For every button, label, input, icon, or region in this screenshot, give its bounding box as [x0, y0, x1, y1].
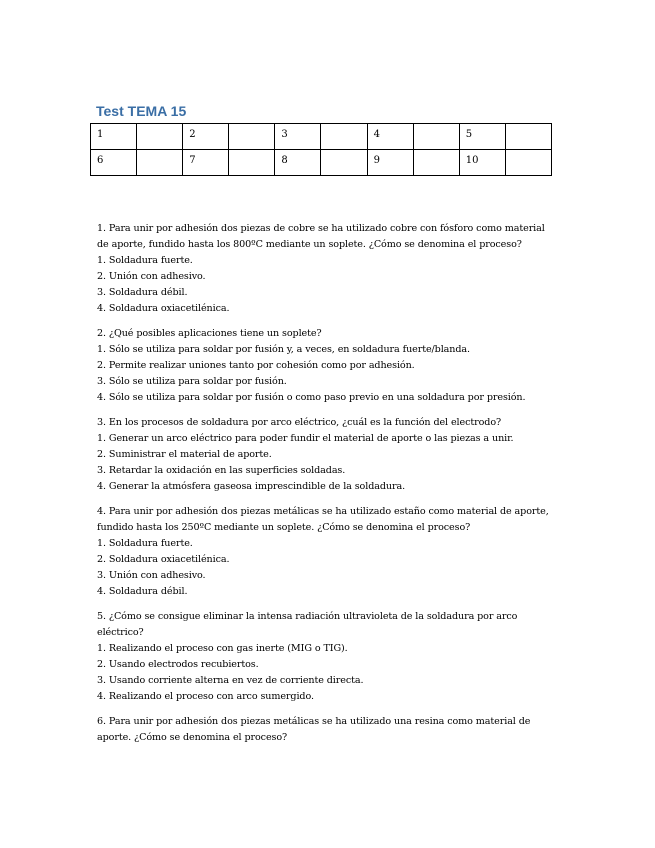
question-6	[97, 714, 557, 746]
question-3	[97, 415, 557, 495]
answer-option: 3. Usando corriente alterna en vez de corriente directa.	[97, 675, 364, 686]
answer-cell[interactable]	[229, 124, 275, 150]
question-number-cell: 10	[459, 150, 505, 176]
answer-option: 1. Soldadura fuerte.	[97, 538, 193, 549]
question-text: 6. Para unir por adhesión dos piezas metálicas se ha utilizado una resina como material de aporte. ¿Cómo se denomina el proceso?	[97, 716, 531, 743]
question-4	[97, 504, 557, 600]
answer-option: 1. Generar un arco eléctrico para poder fundir el material de aporte o las piezas a unir.	[97, 433, 514, 444]
answer-option: 2. Suministrar el material de aporte.	[97, 449, 272, 460]
answer-option: 1. Realizando el proceso con gas inerte (MIG o TIG).	[97, 643, 348, 654]
answer-option: 1. Soldadura fuerte.	[97, 255, 193, 266]
answer-cell[interactable]	[505, 150, 551, 176]
answer-option: 4. Realizando el proceso con arco sumergido.	[97, 691, 314, 702]
answer-option: 4. Soldadura oxiacetilénica.	[97, 303, 230, 314]
answer-grid	[90, 123, 552, 176]
answer-grid-row	[91, 150, 552, 176]
answer-option: 2. Soldadura oxiacetilénica.	[97, 554, 230, 565]
answer-option: 2. Usando electrodos recubiertos.	[97, 659, 259, 670]
answer-option: 1. Sólo se utiliza para soldar por fusión y, a veces, en soldadura fuerte/blanda.	[97, 344, 470, 355]
answer-cell[interactable]	[137, 150, 183, 176]
question-text: 4. Para unir por adhesión dos piezas metálicas se ha utilizado estaño como material de aporte, fundido hasta los 250ºC mediante un soplete. ¿Cómo se denomina el proceso?	[97, 506, 549, 533]
question-number-cell: 3	[275, 124, 321, 150]
answer-option: 4. Generar la atmósfera gaseosa imprescindible de la soldadura.	[97, 481, 406, 492]
answer-grid-row	[91, 124, 552, 150]
answer-cell[interactable]	[413, 150, 459, 176]
question-text: 1. Para unir por adhesión dos piezas de cobre se ha utilizado cobre con fósforo como material de aporte, fundido hasta los 800ºC mediante un soplete. ¿Cómo se denomina el proceso?	[97, 223, 545, 250]
question-1	[97, 221, 557, 317]
question-number-cell: 2	[183, 124, 229, 150]
question-number-cell: 4	[367, 124, 413, 150]
question-number-cell: 7	[183, 150, 229, 176]
question-2	[97, 326, 557, 406]
question-text: 5. ¿Cómo se consigue eliminar la intensa radiación ultravioleta de la soldadura por arco eléctrico?	[97, 611, 518, 638]
question-list	[97, 221, 557, 755]
question-number-cell: 6	[91, 150, 137, 176]
answer-option: 2. Permite realizar uniones tanto por cohesión como por adhesión.	[97, 360, 415, 371]
question-text: 2. ¿Qué posibles aplicaciones tiene un soplete?	[97, 328, 322, 339]
document-title: Test TEMA 15	[96, 103, 187, 119]
answer-option: 2. Unión con adhesivo.	[97, 271, 206, 282]
answer-cell[interactable]	[321, 150, 367, 176]
answer-option: 3. Unión con adhesivo.	[97, 570, 206, 581]
question-number-cell: 8	[275, 150, 321, 176]
answer-option: 3. Retardar la oxidación en las superficies soldadas.	[97, 465, 346, 476]
answer-cell[interactable]	[505, 124, 551, 150]
question-5	[97, 609, 557, 705]
answer-cell[interactable]	[321, 124, 367, 150]
answer-cell[interactable]	[137, 124, 183, 150]
answer-option: 4. Soldadura débil.	[97, 586, 188, 597]
answer-cell[interactable]	[413, 124, 459, 150]
answer-cell[interactable]	[229, 150, 275, 176]
answer-option: 4. Sólo se utiliza para soldar por fusión o como paso previo en una soldadura por presión.	[97, 392, 526, 403]
answer-option: 3. Sólo se utiliza para soldar por fusión.	[97, 376, 287, 387]
question-number-cell: 1	[91, 124, 137, 150]
question-number-cell: 9	[367, 150, 413, 176]
question-text: 3. En los procesos de soldadura por arco eléctrico, ¿cuál es la función del electrodo?	[97, 417, 502, 428]
question-number-cell: 5	[459, 124, 505, 150]
answer-option: 3. Soldadura débil.	[97, 287, 188, 298]
